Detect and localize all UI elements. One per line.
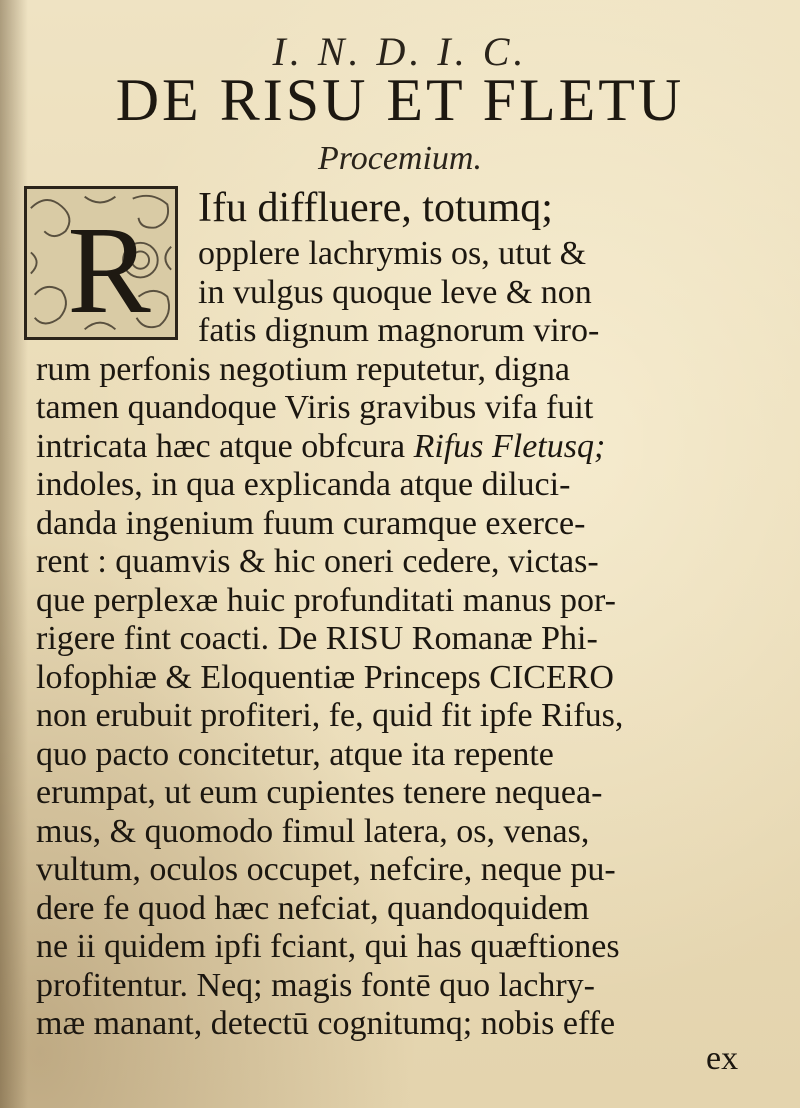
decorated-initial-letter: R	[67, 202, 151, 337]
text-line: quo pacto concitetur, atque ita repente	[36, 735, 554, 773]
text-line: que perplexæ huic profunditati manus por-	[36, 581, 617, 619]
text-line: ne ii quidem ipfi fciant, qui has quæftiones	[36, 928, 620, 965]
text-line-italic: Rifus Fletusq;	[413, 427, 606, 465]
text-line: in vulgus quoque leve & non	[198, 273, 592, 311]
text-line: profitentur. Neq; magis fontē quo lachry-	[36, 966, 595, 1004]
text-line: rum perfonis negotium reputetur, digna	[36, 350, 571, 388]
chapter-subtitle: Procemium.	[318, 140, 482, 177]
text-line: indoles, in qua explicanda atque diluci-	[36, 466, 571, 503]
text-line: rent : quamvis & hic oneri cedere, victas-	[36, 543, 599, 580]
text-line: dere fe quod hæc nefciat, quandoquidem	[36, 889, 590, 927]
text-line: tamen quandoque Viris gravibus vifa fuit	[36, 389, 594, 426]
text-line: Ifu diffluere, totumq;	[198, 185, 553, 231]
text-line: non erubuit profiteri, fe, quid fit ipfe Rifus,	[36, 697, 624, 734]
text-line: danda ingenium fuum curamque exerce-	[36, 504, 586, 542]
text-line: lofophiæ & Eloquentiæ Princeps CICERO	[36, 658, 614, 696]
running-head: I. N. D. I. C.	[272, 29, 528, 74]
catchword: ex	[706, 1040, 739, 1077]
text-line: opplere lachrymis os, utut &	[198, 235, 587, 272]
text-line: vultum, oculos occupet, nefcire, neque pu-	[36, 851, 616, 888]
text-line	[36, 427, 605, 467]
text-line: erumpat, ut eum cupientes tenere nequea-	[36, 774, 603, 811]
text-line: mæ manant, detectū cognitumq; nobis effe	[36, 1005, 616, 1042]
text-line: rigere fint coacti. De RISU Romanæ Phi-	[36, 620, 598, 657]
text-line: fatis dignum magnorum viro-	[198, 312, 600, 349]
text-line-roman: intricata hæc atque obfcura	[36, 427, 414, 465]
text-line: mus, & quomodo fimul latera, os, venas,	[36, 812, 590, 850]
chapter-title: DE RISU ET FLETU	[115, 67, 685, 133]
